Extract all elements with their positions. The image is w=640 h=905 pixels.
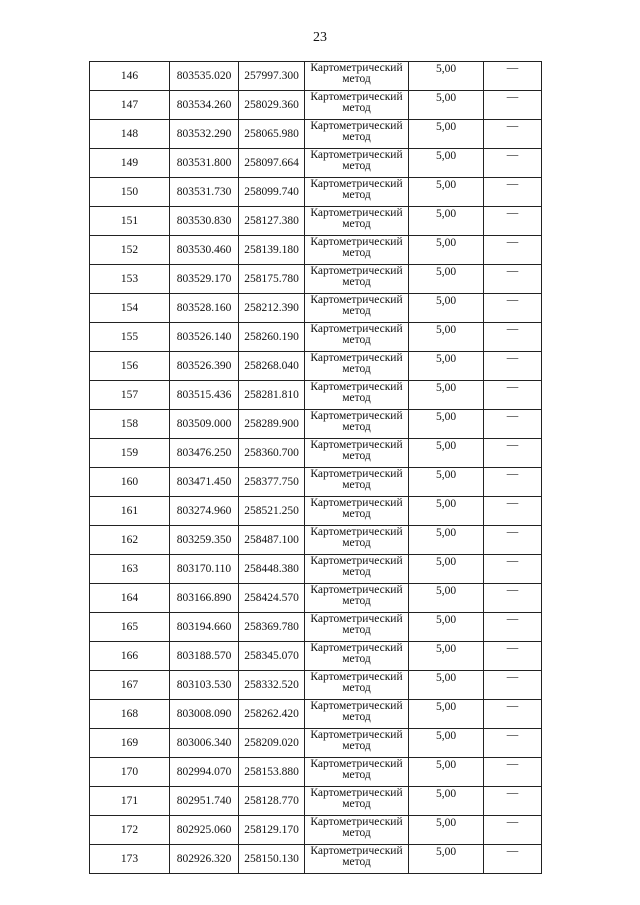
point-number-cell: 159 [90,439,170,468]
method-line-2: метод [342,827,371,839]
method-line-1: Картометрический [310,352,403,364]
x-coordinate-cell: 802951.740 [170,787,239,816]
formula-cell: — [484,497,542,526]
y-coordinate-cell: 258260.190 [239,323,305,352]
table-row [90,584,542,613]
y-coordinate-cell: 258065.980 [239,120,305,149]
point-number-cell: 152 [90,236,170,265]
table-row [90,178,542,207]
method-line-2: метод [342,856,371,868]
method-line-1: Картометрический [310,149,403,161]
formula-cell: — [484,700,542,729]
formula-cell: — [484,758,542,787]
method-line-1: Картометрический [310,410,403,422]
y-coordinate-cell: 258281.810 [239,381,305,410]
method-line-2: метод [342,160,371,172]
point-number-cell: 169 [90,729,170,758]
method-cell [305,265,409,294]
accuracy-cell: 5,00 [409,323,484,352]
table-row [90,613,542,642]
table-row [90,352,542,381]
method-line-1: Картометрический [310,91,403,103]
method-line-2: метод [342,363,371,375]
y-coordinate-cell: 258448.380 [239,555,305,584]
point-number-cell: 173 [90,845,170,874]
x-coordinate-cell: 803531.730 [170,178,239,207]
method-line-1: Картометрический [310,729,403,741]
accuracy-cell: 5,00 [409,758,484,787]
formula-cell: — [484,265,542,294]
y-coordinate-cell: 258268.040 [239,352,305,381]
method-cell [305,468,409,497]
formula-cell: — [484,729,542,758]
accuracy-cell: 5,00 [409,439,484,468]
formula-cell: — [484,323,542,352]
y-coordinate-cell: 258209.020 [239,729,305,758]
method-line-1: Картометрический [310,62,403,74]
y-coordinate-cell: 258150.130 [239,845,305,874]
method-cell [305,555,409,584]
coordinates-table [89,61,542,874]
point-number-cell: 149 [90,149,170,178]
point-number-cell: 158 [90,410,170,439]
method-line-2: метод [342,218,371,230]
x-coordinate-cell: 803515.436 [170,381,239,410]
method-cell [305,294,409,323]
method-line-2: метод [342,334,371,346]
method-cell [305,207,409,236]
y-coordinate-cell: 258289.900 [239,410,305,439]
y-coordinate-cell: 258345.070 [239,642,305,671]
x-coordinate-cell: 803526.390 [170,352,239,381]
y-coordinate-cell: 258097.664 [239,149,305,178]
method-line-2: метод [342,624,371,636]
accuracy-cell: 5,00 [409,613,484,642]
accuracy-cell: 5,00 [409,265,484,294]
method-line-1: Картометрический [310,700,403,712]
formula-cell: — [484,642,542,671]
method-line-2: метод [342,189,371,201]
method-cell [305,178,409,207]
x-coordinate-cell: 802926.320 [170,845,239,874]
table-row [90,265,542,294]
formula-cell: — [484,178,542,207]
x-coordinate-cell: 803166.890 [170,584,239,613]
y-coordinate-cell: 258175.780 [239,265,305,294]
formula-cell: — [484,120,542,149]
accuracy-cell: 5,00 [409,555,484,584]
table-row [90,758,542,787]
method-line-2: метод [342,711,371,723]
method-cell [305,62,409,91]
x-coordinate-cell: 803530.830 [170,207,239,236]
method-line-2: метод [342,769,371,781]
formula-cell: — [484,526,542,555]
table-row [90,555,542,584]
point-number-cell: 162 [90,526,170,555]
method-cell [305,236,409,265]
point-number-cell: 153 [90,265,170,294]
point-number-cell: 170 [90,758,170,787]
formula-cell: — [484,671,542,700]
accuracy-cell: 5,00 [409,91,484,120]
y-coordinate-cell: 258332.520 [239,671,305,700]
accuracy-cell: 5,00 [409,816,484,845]
table-row [90,236,542,265]
point-number-cell: 171 [90,787,170,816]
point-number-cell: 154 [90,294,170,323]
table-row [90,62,542,91]
x-coordinate-cell: 803259.350 [170,526,239,555]
x-coordinate-cell: 803509.000 [170,410,239,439]
method-line-1: Картометрический [310,816,403,828]
point-number-cell: 163 [90,555,170,584]
method-cell [305,439,409,468]
method-line-2: метод [342,421,371,433]
point-number-cell: 156 [90,352,170,381]
method-cell [305,149,409,178]
method-cell [305,526,409,555]
y-coordinate-cell: 258369.780 [239,613,305,642]
x-coordinate-cell: 803529.170 [170,265,239,294]
formula-cell: — [484,294,542,323]
method-line-1: Картометрический [310,323,403,335]
point-number-cell: 164 [90,584,170,613]
table-row [90,671,542,700]
method-line-1: Картометрический [310,236,403,248]
method-line-2: метод [342,450,371,462]
formula-cell: — [484,62,542,91]
y-coordinate-cell: 258360.700 [239,439,305,468]
method-line-2: метод [342,276,371,288]
point-number-cell: 157 [90,381,170,410]
method-line-1: Картометрический [310,497,403,509]
x-coordinate-cell: 803103.530 [170,671,239,700]
method-line-1: Картометрический [310,845,403,857]
x-coordinate-cell: 803535.020 [170,62,239,91]
method-line-1: Картометрический [310,671,403,683]
method-line-1: Картометрический [310,294,403,306]
point-number-cell: 148 [90,120,170,149]
method-cell [305,816,409,845]
point-number-cell: 155 [90,323,170,352]
accuracy-cell: 5,00 [409,729,484,758]
method-cell [305,700,409,729]
point-number-cell: 146 [90,62,170,91]
accuracy-cell: 5,00 [409,236,484,265]
method-line-2: метод [342,479,371,491]
x-coordinate-cell: 803006.340 [170,729,239,758]
x-coordinate-cell: 803528.160 [170,294,239,323]
table-row [90,642,542,671]
accuracy-cell: 5,00 [409,120,484,149]
method-cell [305,410,409,439]
method-cell [305,758,409,787]
y-coordinate-cell: 258153.880 [239,758,305,787]
y-coordinate-cell: 258128.770 [239,787,305,816]
accuracy-cell: 5,00 [409,584,484,613]
method-line-2: метод [342,537,371,549]
formula-cell: — [484,816,542,845]
method-cell [305,729,409,758]
accuracy-cell: 5,00 [409,468,484,497]
point-number-cell: 165 [90,613,170,642]
method-line-1: Картометрический [310,207,403,219]
method-cell [305,642,409,671]
y-coordinate-cell: 258029.360 [239,91,305,120]
coordinates-table-body [90,62,542,874]
method-line-1: Картометрический [310,178,403,190]
method-cell [305,787,409,816]
accuracy-cell: 5,00 [409,671,484,700]
y-coordinate-cell: 258262.420 [239,700,305,729]
table-row [90,439,542,468]
method-cell [305,91,409,120]
method-line-1: Картометрический [310,120,403,132]
method-line-2: метод [342,73,371,85]
x-coordinate-cell: 803534.260 [170,91,239,120]
accuracy-cell: 5,00 [409,526,484,555]
x-coordinate-cell: 803188.570 [170,642,239,671]
point-number-cell: 168 [90,700,170,729]
accuracy-cell: 5,00 [409,149,484,178]
x-coordinate-cell: 802994.070 [170,758,239,787]
y-coordinate-cell: 258521.250 [239,497,305,526]
y-coordinate-cell: 258129.170 [239,816,305,845]
method-line-2: метод [342,740,371,752]
y-coordinate-cell: 258424.570 [239,584,305,613]
method-line-1: Картометрический [310,758,403,770]
x-coordinate-cell: 803274.960 [170,497,239,526]
formula-cell: — [484,149,542,178]
table-row [90,845,542,874]
x-coordinate-cell: 803008.090 [170,700,239,729]
table-row [90,816,542,845]
method-cell [305,120,409,149]
accuracy-cell: 5,00 [409,294,484,323]
x-coordinate-cell: 803194.660 [170,613,239,642]
x-coordinate-cell: 803532.290 [170,120,239,149]
method-line-2: метод [342,798,371,810]
accuracy-cell: 5,00 [409,410,484,439]
formula-cell: — [484,613,542,642]
method-line-2: метод [342,653,371,665]
method-line-1: Картометрический [310,381,403,393]
accuracy-cell: 5,00 [409,207,484,236]
method-line-1: Картометрический [310,584,403,596]
method-cell [305,613,409,642]
page-number: 23 [313,30,327,45]
formula-cell: — [484,352,542,381]
table-row [90,410,542,439]
method-line-2: метод [342,682,371,694]
formula-cell: — [484,584,542,613]
formula-cell: — [484,845,542,874]
method-cell [305,381,409,410]
method-line-2: метод [342,102,371,114]
x-coordinate-cell: 803471.450 [170,468,239,497]
method-line-1: Картометрический [310,555,403,567]
y-coordinate-cell: 258139.180 [239,236,305,265]
y-coordinate-cell: 257997.300 [239,62,305,91]
method-line-2: метод [342,595,371,607]
method-line-2: метод [342,247,371,259]
table-row [90,91,542,120]
accuracy-cell: 5,00 [409,178,484,207]
table-row [90,207,542,236]
method-cell [305,352,409,381]
point-number-cell: 147 [90,91,170,120]
accuracy-cell: 5,00 [409,642,484,671]
method-line-1: Картометрический [310,439,403,451]
table-row [90,149,542,178]
x-coordinate-cell: 803531.800 [170,149,239,178]
method-line-2: метод [342,392,371,404]
x-coordinate-cell: 802925.060 [170,816,239,845]
formula-cell: — [484,439,542,468]
point-number-cell: 172 [90,816,170,845]
table-row [90,787,542,816]
point-number-cell: 160 [90,468,170,497]
point-number-cell: 161 [90,497,170,526]
y-coordinate-cell: 258212.390 [239,294,305,323]
accuracy-cell: 5,00 [409,845,484,874]
formula-cell: — [484,555,542,584]
method-line-2: метод [342,508,371,520]
formula-cell: — [484,787,542,816]
table-row [90,468,542,497]
accuracy-cell: 5,00 [409,787,484,816]
table-row [90,323,542,352]
method-line-1: Картометрический [310,787,403,799]
accuracy-cell: 5,00 [409,352,484,381]
method-line-1: Картометрический [310,642,403,654]
x-coordinate-cell: 803170.110 [170,555,239,584]
x-coordinate-cell: 803476.250 [170,439,239,468]
formula-cell: — [484,410,542,439]
method-cell [305,671,409,700]
method-line-1: Картометрический [310,613,403,625]
table-row [90,120,542,149]
method-line-1: Картометрический [310,468,403,480]
accuracy-cell: 5,00 [409,497,484,526]
point-number-cell: 167 [90,671,170,700]
point-number-cell: 151 [90,207,170,236]
table-row [90,294,542,323]
y-coordinate-cell: 258127.380 [239,207,305,236]
formula-cell: — [484,381,542,410]
y-coordinate-cell: 258377.750 [239,468,305,497]
method-line-2: метод [342,305,371,317]
table-row [90,700,542,729]
method-cell [305,323,409,352]
y-coordinate-cell: 258099.740 [239,178,305,207]
table-row [90,729,542,758]
accuracy-cell: 5,00 [409,700,484,729]
x-coordinate-cell: 803530.460 [170,236,239,265]
x-coordinate-cell: 803526.140 [170,323,239,352]
y-coordinate-cell: 258487.100 [239,526,305,555]
accuracy-cell: 5,00 [409,62,484,91]
formula-cell: — [484,207,542,236]
accuracy-cell: 5,00 [409,381,484,410]
method-line-2: метод [342,131,371,143]
table-row [90,497,542,526]
method-cell [305,497,409,526]
formula-cell: — [484,236,542,265]
method-line-1: Картометрический [310,526,403,538]
point-number-cell: 166 [90,642,170,671]
formula-cell: — [484,468,542,497]
method-cell [305,584,409,613]
table-row [90,381,542,410]
method-cell [305,845,409,874]
formula-cell: — [484,91,542,120]
method-line-1: Картометрический [310,265,403,277]
table-row [90,526,542,555]
point-number-cell: 150 [90,178,170,207]
method-line-2: метод [342,566,371,578]
